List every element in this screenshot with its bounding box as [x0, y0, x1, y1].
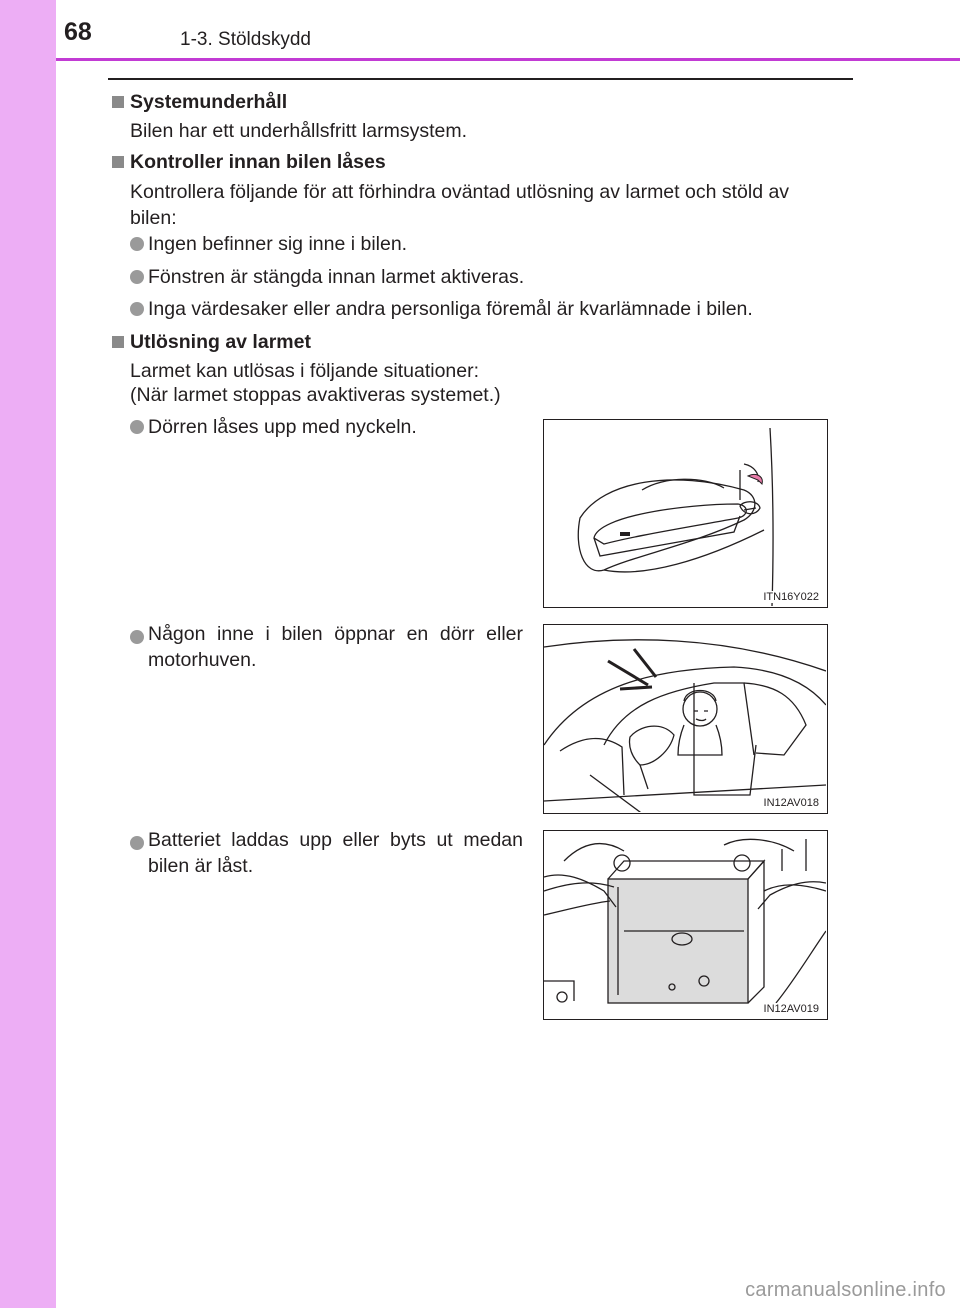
square-bullet-icon	[112, 156, 124, 168]
chapter-sidebar-tab	[0, 0, 56, 1308]
heading-system-maintenance: Systemunderhåll	[130, 91, 288, 113]
trigger-item-door-or-hood-opened: Någon inne i bilen öppnar en dörr eller motorhuven.	[148, 623, 523, 671]
round-bullet-icon	[130, 420, 144, 434]
maintenance-text: Bilen har ett underhållsfritt larmsystem.	[130, 120, 468, 142]
header-divider	[56, 58, 960, 61]
figure-person-opening-door	[543, 624, 828, 814]
round-bullet-icon	[130, 302, 144, 316]
check-item: Ingen befinner sig inne i bilen.	[148, 233, 408, 255]
triggering-intro-line2: (När larmet stoppas avaktiveras systemet.)	[130, 384, 501, 406]
check-item: Inga värdesaker eller andra personliga föremål är kvarlämnade i bilen.	[148, 298, 753, 320]
heading-checks-before-locking: Kontroller innan bilen låses	[130, 151, 386, 173]
trigger-item-battery-charged-or-replaced: Batteriet laddas upp eller byts ut medan bilen är låst.	[148, 829, 523, 877]
door-handle-key-icon	[544, 420, 826, 606]
page-number: 68	[64, 18, 92, 46]
round-bullet-icon	[130, 270, 144, 284]
checks-intro-line2: bilen:	[130, 207, 177, 229]
person-opening-car-door-icon	[544, 625, 826, 812]
round-bullet-icon	[130, 237, 144, 251]
square-bullet-icon	[112, 336, 124, 348]
checks-intro-line1: Kontrollera följande för att förhindra oväntad utlösning av larmet och stöld av	[130, 181, 790, 203]
round-bullet-icon	[130, 630, 144, 644]
section-title: 1-3. Stöldskydd	[180, 29, 311, 50]
triggering-intro-line1: Larmet kan utlösas i följande situationer:	[130, 360, 480, 382]
trigger-item-door-unlocked-with-key: Dörren låses upp med nyckeln.	[148, 416, 417, 438]
round-bullet-icon	[130, 836, 144, 850]
figure-door-handle-key	[543, 419, 828, 608]
watermark: carmanualsonline.info	[745, 1279, 946, 1301]
content-top-rule	[108, 78, 853, 80]
square-bullet-icon	[112, 96, 124, 108]
check-item: Fönstren är stängda innan larmet aktiveras.	[148, 266, 525, 288]
heading-alarm-triggering: Utlösning av larmet	[130, 331, 311, 353]
figure-battery-replacement	[543, 830, 828, 1020]
figure-code: IN12AV018	[763, 797, 819, 809]
battery-replacement-icon	[544, 831, 826, 1018]
figure-code: IN12AV019	[763, 1003, 819, 1015]
figure-code: ITN16Y022	[763, 591, 819, 603]
